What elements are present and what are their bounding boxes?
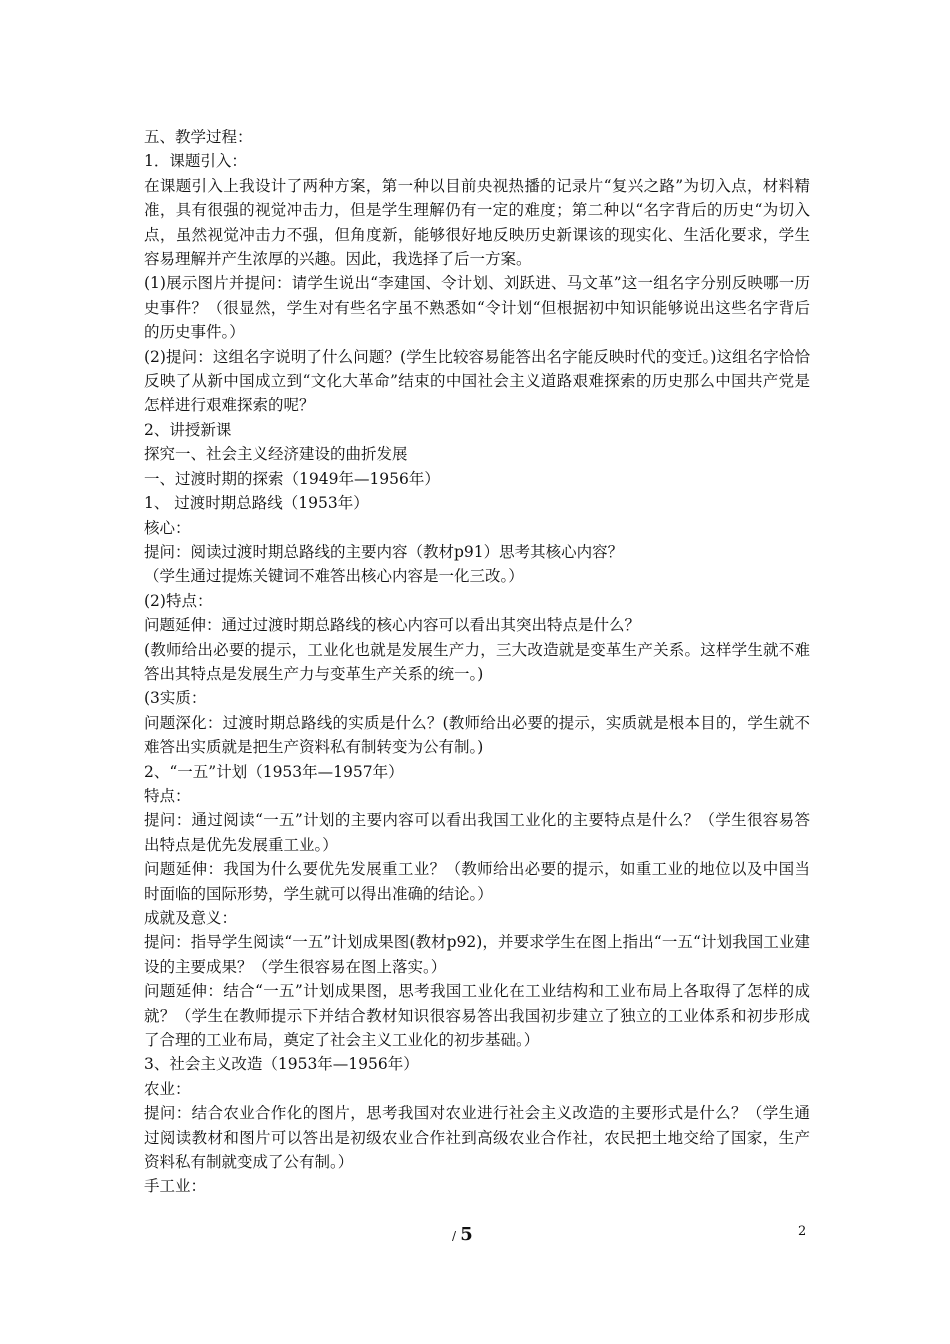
- page-total-indicator: [452, 1225, 473, 1247]
- paragraph: 2、“一五”计划（1953年—1957年）: [144, 762, 404, 781]
- paragraph: 提问：指导学生阅读“一五”计划成果图(教材p92)，并要求学生在图上指出“一五“计划我国工业建设的主要成果？（学生很容易在图上落实。）: [144, 933, 810, 976]
- paragraph: 3、社会主义改造（1953年—1956年）: [144, 1055, 419, 1074]
- paragraph: (2)提问：这组名字说明了什么问题？(学生比较容易能答出名字能反映时代的变迁。)这组名字恰恰反映了从新中国成立到“文化大革命”结束的中国社会主义道路艰难探索的历史那么中国共产党是怎样进行艰难探索的呢？: [144, 347, 810, 415]
- paragraph: 2、讲授新课: [144, 420, 232, 439]
- paragraph: 特点：: [144, 786, 191, 805]
- paragraph: (2)特点：: [144, 591, 213, 610]
- page-number: 2: [798, 1224, 807, 1239]
- paragraph: 农业：: [144, 1079, 191, 1098]
- paragraph: 核心：: [144, 518, 191, 537]
- paragraph: 手工业：: [144, 1177, 207, 1196]
- paragraph: 提问：结合农业合作化的图片，思考我国对农业进行社会主义改造的主要形式是什么？（学生通过阅读教材和图片可以答出是初级农业合作社到高级农业合作社，农民把土地交给了国家，生产资料私有制就变成了公有制。）: [144, 1104, 810, 1172]
- page-separator: /: [452, 1229, 457, 1243]
- paragraph: 在课题引入上我设计了两种方案，第一种以目前央视热播的记录片“复兴之路”为切入点，材料精准，具有很强的视觉冲击力，但是学生理解仍有一定的难度；第二种以“名字背后的历史“为切入点，虽然视觉冲击力不强，但角度新，能够很好地反映历史新课该的现实化、生活化要求，学生容易理解并产生浓厚的兴趣。因此，我选择了后一方案。: [144, 176, 810, 269]
- paragraph: 提问：通过阅读“一五”计划的主要内容可以看出我国工业化的主要特点是什么？（学生很容易答出特点是优先发展重工业。）: [144, 811, 810, 854]
- body-text: [144, 125, 810, 1199]
- paragraph: 提问：阅读过渡时期总路线的主要内容（教材p91）思考其核心内容？: [144, 542, 624, 561]
- total-pages: 5: [460, 1224, 473, 1245]
- paragraph: 1、 过渡时期总路线（1953年）: [144, 494, 369, 513]
- paragraph: 问题深化：过渡时期总路线的实质是什么？(教师给出必要的提示，实质就是根本目的，学生就不难答出实质就是把生产资料私有制转变为公有制。): [144, 713, 810, 757]
- paragraph: (3实质：: [144, 689, 207, 708]
- paragraph: 1．课题引入：: [144, 152, 247, 171]
- paragraph: 问题延伸：通过过渡时期总路线的核心内容可以看出其突出特点是什么？: [144, 616, 641, 635]
- paragraph: 一、过渡时期的探索（1949年—1956年）: [144, 469, 440, 488]
- paragraph: 探究一、社会主义经济建设的曲折发展: [144, 445, 408, 464]
- paragraph: (1)展示图片并提问：请学生说出“李建国、令计划、刘跃进、马文革”这一组名字分别反映哪一历史事件？（很显然，学生对有些名字虽不熟悉如“令计划“但根据初中知识能够说出这些名字背后的历史事件。）: [144, 274, 810, 342]
- paragraph: (教师给出必要的提示，工业化也就是发展生产力，三大改造就是变革生产关系。这样学生就不难答出其特点是发展生产力与变革生产关系的统一。): [144, 640, 810, 683]
- paragraph: 问题延伸：结合“一五”计划成果图，思考我国工业化在工业结构和工业布局上各取得了怎样的成就？（学生在教师提示下并结合教材知识很容易答出我国初步建立了独立的工业体系和初步形成了合理的工业布局，奠定了社会主义工业化的初步基础。）: [144, 982, 810, 1050]
- paragraph: 成就及意义：: [144, 909, 238, 927]
- paragraph: 问题延伸：我国为什么要优先发展重工业？（教师给出必要的提示，如重工业的地位以及中国当时面临的国际形势，学生就可以得出准确的结论。）: [144, 860, 810, 903]
- paragraph: （学生通过提炼关键词不难答出核心内容是一化三改。）: [144, 567, 524, 586]
- paragraph: 五、教学过程：: [144, 128, 253, 146]
